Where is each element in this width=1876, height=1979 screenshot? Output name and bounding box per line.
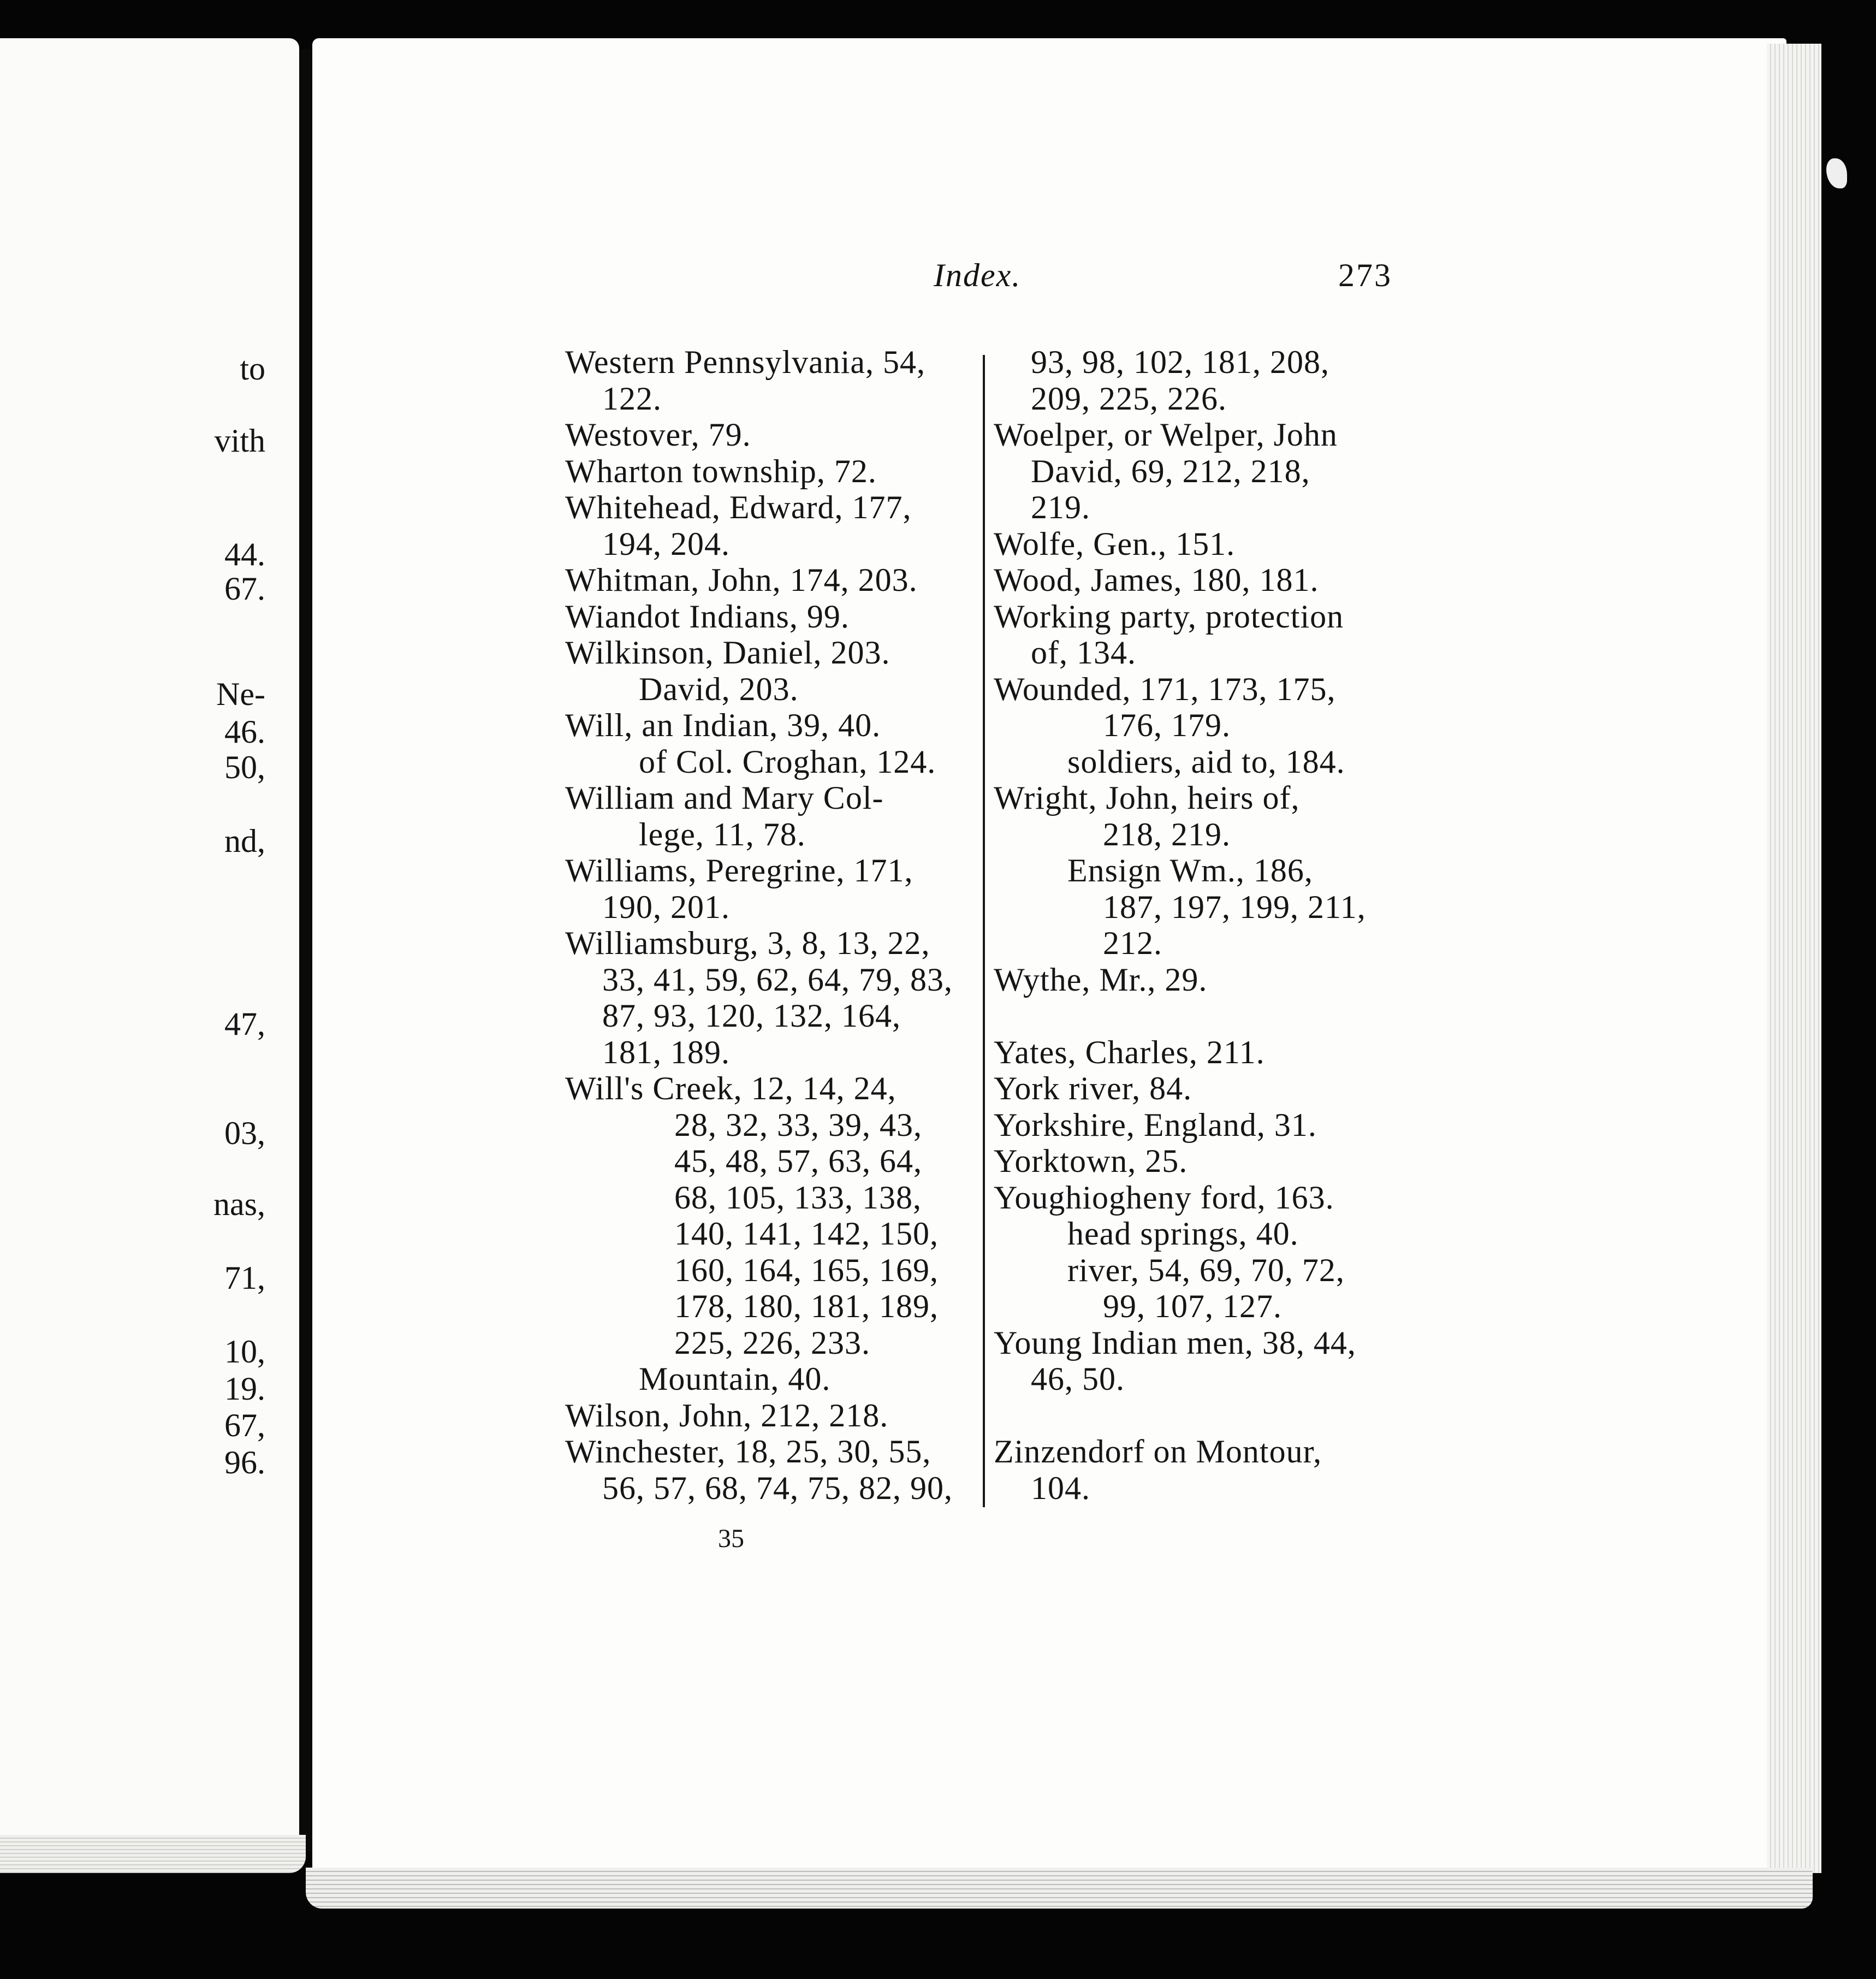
index-entry: 187, 197, 199, 211,	[1103, 888, 1366, 925]
index-entry: Williamsburg, 3, 8, 13, 22,	[565, 925, 930, 961]
index-entry: 140, 141, 142, 150,	[674, 1216, 939, 1252]
left-page-text-fragments	[0, 38, 299, 1865]
index-entry: of Col. Croghan, 124.	[639, 743, 936, 780]
left-page-line-fragment: nd,	[224, 823, 265, 859]
index-entry: William and Mary Col-	[565, 780, 884, 816]
index-entry: 93, 98, 102, 181, 208,	[1031, 344, 1329, 380]
index-entry: Ensign Wm., 186,	[1067, 852, 1313, 888]
index-entry: Yorkshire, England, 31.	[994, 1106, 1317, 1143]
index-entry: 87, 93, 120, 132, 164,	[602, 998, 901, 1034]
index-entry: river, 54, 69, 70, 72,	[1067, 1252, 1345, 1288]
index-entry: Wharton township, 72.	[565, 453, 877, 489]
index-entry: 28, 32, 33, 39, 43,	[674, 1106, 922, 1143]
index-entry: 190, 201.	[602, 888, 730, 925]
index-entry: 33, 41, 59, 62, 64, 79, 83,	[602, 961, 953, 998]
index-entry: Williams, Peregrine, 171,	[565, 852, 913, 888]
index-entry: Woelper, or Welper, John	[994, 417, 1338, 453]
index-entry: of, 134.	[1031, 635, 1136, 671]
index-entry: Mountain, 40.	[639, 1361, 831, 1397]
left-page-line-fragment: 67.	[224, 571, 265, 607]
index-entry: Whitman, John, 174, 203.	[565, 562, 918, 598]
index-entry: Wiandot Indians, 99.	[565, 598, 850, 635]
index-column-left	[565, 344, 980, 1506]
index-entry: Young Indian men, 38, 44,	[994, 1324, 1356, 1361]
left-page-line-fragment: to	[240, 351, 265, 387]
index-entry: 212.	[1103, 925, 1162, 961]
index-entry: 122.	[602, 380, 662, 417]
index-entry: 46, 50.	[1031, 1361, 1125, 1397]
index-entry: 194, 204.	[602, 525, 730, 562]
index-entry: Wilson, John, 212, 218.	[565, 1397, 889, 1433]
index-entry: 99, 107, 127.	[1103, 1288, 1282, 1324]
index-entry: Yates, Charles, 211.	[994, 1034, 1265, 1070]
index-entry: 160, 164, 165, 169,	[674, 1252, 939, 1288]
page-number: 273	[1338, 257, 1392, 293]
left-page-line-fragment: 44.	[224, 536, 265, 572]
index-entry: Westover, 79.	[565, 417, 751, 453]
column-divider	[983, 355, 985, 1507]
index-entry: York river, 84.	[994, 1070, 1192, 1106]
index-column-right	[994, 344, 1409, 1506]
bottom-page-stack	[306, 1868, 1813, 1909]
index-entry: Wood, James, 180, 181.	[994, 562, 1319, 598]
left-page-line-fragment: 71,	[224, 1260, 265, 1296]
index-entry: Yorktown, 25.	[994, 1143, 1188, 1179]
index-entry: Wilkinson, Daniel, 203.	[565, 635, 890, 671]
index-entry: Wolfe, Gen., 151.	[994, 525, 1236, 562]
page-header	[928, 257, 1398, 306]
signature-mark: 35	[718, 1524, 744, 1553]
left-page-stack	[0, 1835, 306, 1873]
left-page-line-fragment: 19.	[224, 1371, 265, 1407]
index-entry: head springs, 40.	[1067, 1216, 1299, 1252]
left-page-line-fragment: 10,	[224, 1334, 265, 1370]
index-entry: David, 203.	[639, 671, 799, 707]
index-entry: 45, 48, 57, 63, 64,	[674, 1143, 922, 1179]
running-title: Index.	[934, 257, 1022, 293]
index-entry: 225, 226, 233.	[674, 1324, 870, 1361]
index-entry: Zinzendorf on Montour,	[994, 1433, 1322, 1470]
index-entry: Wright, John, heirs of,	[994, 780, 1300, 816]
index-entry: Whitehead, Edward, 177,	[565, 489, 912, 525]
index-entry: 218, 219.	[1103, 816, 1231, 852]
index-entry: Winchester, 18, 25, 30, 55,	[565, 1433, 931, 1470]
index-entry: soldiers, aid to, 184.	[1067, 743, 1345, 780]
index-entry: David, 69, 212, 218,	[1031, 453, 1310, 489]
index-entry: 209, 225, 226.	[1031, 380, 1227, 417]
index-entry: lege, 11, 78.	[639, 816, 806, 852]
index-entry: 181, 189.	[602, 1034, 730, 1070]
index-entry: 68, 105, 133, 138,	[674, 1179, 922, 1216]
right-page-edge-stack	[1767, 44, 1821, 1873]
left-page-line-fragment: nas,	[213, 1186, 265, 1222]
index-entry: 176, 179.	[1103, 707, 1231, 743]
index-entry: 219.	[1031, 489, 1090, 525]
left-page-line-fragment: Ne-	[216, 676, 265, 712]
index-entry: Wythe, Mr., 29.	[994, 961, 1208, 998]
section-gap	[994, 1397, 1409, 1434]
left-page-line-fragment: 67,	[224, 1407, 265, 1443]
section-gap	[994, 998, 1409, 1034]
index-entry: Will, an Indian, 39, 40.	[565, 707, 881, 743]
index-entry: Western Pennsylvania, 54,	[565, 344, 926, 380]
index-entry: Will's Creek, 12, 14, 24,	[565, 1070, 897, 1106]
index-entry: Youghiogheny ford, 163.	[994, 1179, 1334, 1216]
index-entry: 56, 57, 68, 74, 75, 82, 90,	[602, 1470, 953, 1506]
left-page	[0, 38, 299, 1865]
left-page-line-fragment: vith	[214, 423, 265, 459]
left-page-line-fragment: 96.	[224, 1444, 265, 1480]
left-page-line-fragment: 50,	[224, 749, 265, 785]
index-entry: 178, 180, 181, 189,	[674, 1288, 939, 1324]
book-gutter	[299, 49, 311, 1851]
index-entry: 104.	[1031, 1470, 1090, 1506]
index-entry: Wounded, 171, 173, 175,	[994, 671, 1336, 707]
left-page-line-fragment: 47,	[224, 1006, 265, 1042]
left-page-line-fragment: 03,	[224, 1115, 265, 1151]
left-page-line-fragment: 46.	[224, 714, 265, 750]
index-entry: Working party, protection	[994, 598, 1344, 635]
